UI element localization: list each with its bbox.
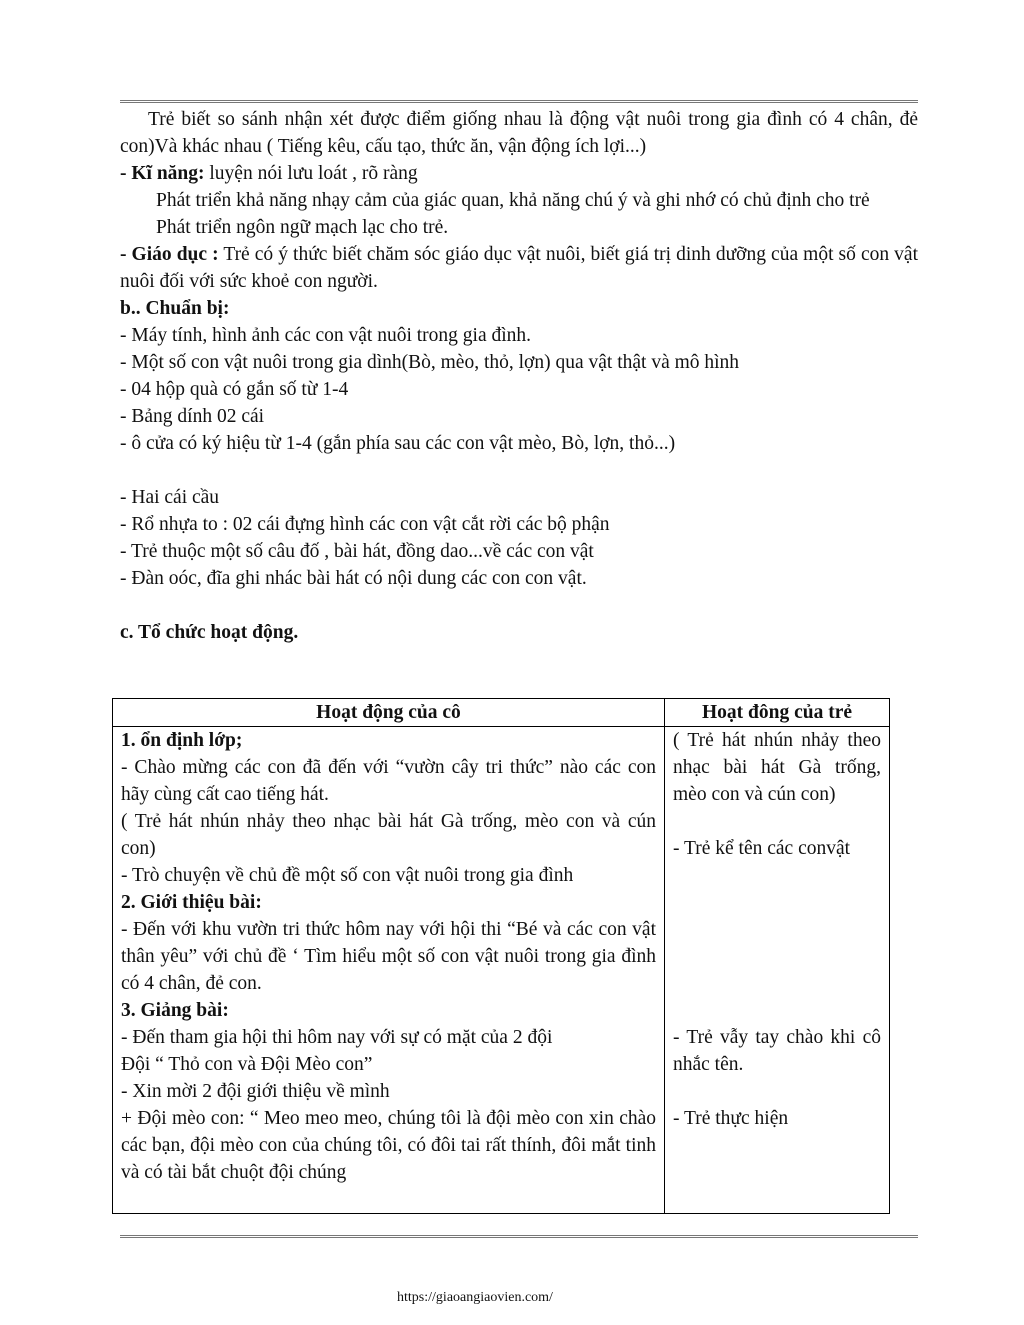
table-header-row: [113, 699, 890, 727]
teacher-text: ( Trẻ hát nhún nhảy theo nhạc bài hát Gà trống, mèo con và cún con): [121, 811, 656, 859]
section-title: 3. Giảng bài:: [121, 1000, 229, 1021]
prep-item: - Hai cái cầu: [120, 487, 220, 508]
skill-paragraph-a: Phát triển khả năng nhạy cảm của giác quan, khả năng chú ý và ghi nhớ có chủ định cho trẻ: [156, 190, 870, 211]
education-label: - Giáo dục :: [120, 244, 219, 265]
teacher-text: - Đến tham gia hội thi hôm nay với sự có mặt của 2 đội: [121, 1027, 553, 1048]
child-text: - Trẻ kể tên các convật: [673, 838, 851, 859]
skill-paragraph-b: Phát triển ngôn ngữ mạch lạc cho trẻ.: [156, 217, 449, 238]
intro-paragraph: Trẻ biết so sánh nhận xét được điểm giống nhau là động vật nuôi trong gia đình có 4 chân, đẻ con)Và khác nhau ( Tiếng kêu, cấu tạo, thức ăn, vận động ích lợi...): [120, 109, 918, 157]
prep-item: - Rổ nhựa to : 02 cái đựng hình các con vật cắt rời các bộ phận: [120, 514, 610, 535]
top-rule: [120, 100, 918, 103]
teacher-text: - Xin mời 2 đội giới thiệu về mình: [121, 1081, 390, 1102]
prep-item: - Đàn oóc, đĩa ghi nhác bài hát có nội dung các con con vật.: [120, 568, 587, 589]
child-activities-cell: [665, 727, 890, 1214]
header-child: Hoạt đông của trẻ: [665, 699, 890, 727]
prep-item: - ô cửa có ký hiệu từ 1-4 (gắn phía sau các con vật mèo, Bò, lợn, thỏ...): [120, 433, 676, 454]
prep-item: - Máy tính, hình ảnh các con vật nuôi trong gia đình.: [120, 325, 532, 346]
skill-line: [120, 160, 918, 187]
education-line: [120, 241, 918, 295]
prep-item: - Trẻ thuộc một số câu đố , bài hát, đồng dao...về các con vật: [120, 541, 594, 562]
child-text: - Trẻ thực hiện: [673, 1108, 789, 1129]
table-row: [113, 727, 890, 1214]
footer-url[interactable]: https://giaoangiaovien.com/: [397, 1290, 553, 1305]
prep-item: - Một số con vật nuôi trong gia dình(Bò, mèo, thỏ, lợn) qua vật thật và mô hình: [120, 352, 740, 373]
prep-heading: b.. Chuẩn bị:: [120, 298, 230, 319]
section-title: 1. ổn định lớp;: [121, 730, 243, 751]
child-text: ( Trẻ hát nhún nhảy theo nhạc bài hát Gà trống, mèo con và cún con): [673, 730, 881, 805]
prep-item: - Bảng dính 02 cái: [120, 406, 265, 427]
bottom-rule: [120, 1235, 918, 1238]
prep-item: - 04 hộp quà có gắn số từ 1-4: [120, 379, 349, 400]
section-title: 2. Giới thiệu bài:: [121, 892, 262, 913]
skill-text: luyện nói lưu loát , rõ ràng: [204, 163, 418, 184]
organization-heading: c. Tổ chức hoạt động.: [120, 622, 299, 643]
teacher-text: + Đội mèo con: “ Meo meo meo, chúng tôi là đội mèo con xin chào các bạn, đội mèo con của chúng tôi, có đôi tai rất thính, đôi mắt tinh và có tài bắt chuột đội chúng: [121, 1108, 656, 1183]
activities-table: [112, 698, 890, 1214]
teacher-text: Đội “ Thỏ con và Đội Mèo con”: [121, 1054, 373, 1075]
skill-label: - Kĩ năng:: [120, 163, 205, 184]
teacher-text: - Đến với khu vườn tri thức hôm nay với hội thi “Bé và các con vật thân yêu” với chủ đề ‘ Tìm hiểu một số con vật nuôi trong gia đình có 4 chân, đẻ con.: [121, 919, 656, 994]
teacher-text: - Trò chuyện về chủ đề một số con vật nuôi trong gia đình: [121, 865, 574, 886]
education-text: Trẻ có ý thức biết chăm sóc giáo dục vật nuôi, biết giá trị dinh dưỡng của một số con vật nuôi đối với sức khoẻ con người.: [120, 244, 919, 292]
teacher-text: - Chào mừng các con đã đến với “vườn cây tri thức” nào các con hãy cùng cất cao tiếng hát.: [121, 757, 656, 805]
document-body: [120, 106, 918, 646]
header-teacher: Hoạt động của cô: [113, 699, 665, 727]
teacher-activities-cell: [113, 727, 665, 1214]
child-text: - Trẻ vẫy tay chào khi cô nhắc tên.: [673, 1027, 881, 1075]
